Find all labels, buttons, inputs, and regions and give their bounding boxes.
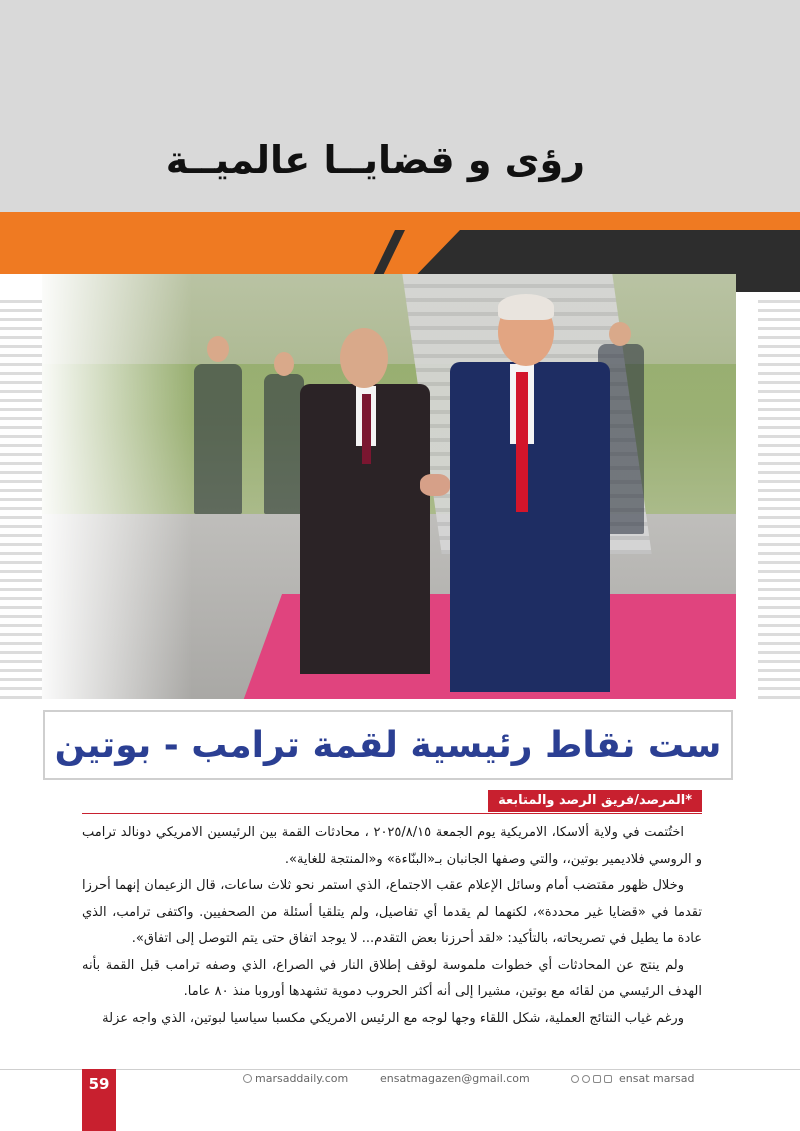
article-byline: *المرصد/فريق الرصد والمتابعة [488, 790, 702, 812]
article-headline: ست نقاط رئيسية لقمة ترامب - بوتين [54, 724, 722, 766]
article-paragraph: ولم ينتج عن المحادثات أي خطوات ملموسة لوقف إطلاق النار في الصراع، الذي وصفه ترامب قبل القمة بأنه الهدف الرئيسي من لقائه مع بوتين، مشيرا إلى أنه أكثر الحروب دموية تشهدها أوروبا منذ ٨٠ عاما. [82, 957, 702, 999]
photo-putin-tie [362, 394, 371, 464]
right-stripe-decoration [758, 300, 800, 700]
footer-email[interactable] [380, 1072, 530, 1085]
photo-background-head [207, 336, 229, 362]
facebook-icon [571, 1075, 579, 1083]
footer-social[interactable] [571, 1072, 694, 1085]
youtube-icon [604, 1075, 612, 1083]
photo-trump-hair [498, 294, 554, 320]
page-number: 59 [82, 1069, 116, 1131]
article-body [82, 820, 702, 1032]
left-stripe-decoration [0, 300, 42, 700]
photo-background-person [194, 364, 242, 514]
section-title: رؤى و قضايــا عالميــة [165, 138, 585, 182]
photo-background-head [609, 322, 631, 346]
globe-icon [243, 1074, 252, 1083]
photo-left-fade [42, 274, 192, 699]
byline-underline [82, 813, 702, 814]
photo-handshake [420, 474, 450, 496]
photo-putin-head [340, 328, 388, 388]
social-handle-text: ensat marsad [619, 1072, 695, 1085]
footer-divider [0, 1069, 800, 1070]
article-paragraph: ورغم غياب النتائج العملية، شكل اللقاء وجها لوجه مع الرئيس الامريكي مكسبا سياسيا لبوتين، الذي واجه عزلة [102, 1010, 684, 1026]
photo-background-head [274, 352, 294, 376]
footer-website[interactable] [243, 1072, 348, 1085]
article-photo [42, 274, 736, 699]
instagram-icon [593, 1075, 601, 1083]
photo-trump-tie [516, 372, 528, 512]
website-text: marsaddaily.com [255, 1072, 349, 1085]
twitter-icon [582, 1075, 590, 1083]
email-text: ensatmagazen@gmail.com [380, 1072, 530, 1085]
photo-background-person [264, 374, 304, 514]
article-paragraph: اختُتمت في ولاية ألاسكا، الامريكية يوم الجمعة ٢٠٢٥/٨/١٥ ، محادثات القمة بين الرئيسين الامريكي دونالد ترامب و الروسي فلاديمير بوتين،، والتي وصفها الجانبان بـ«البنّاءة» و«المنتجة للغاية». [82, 825, 702, 867]
headline-box [43, 710, 733, 780]
article-paragraph: وخلال ظهور مقتضب أمام وسائل الإعلام عقب الاجتماع، الذي استمر نحو ثلاث ساعات، قال الزعيمان إنهما أحرزا تقدما في «قضايا غير محددة»، لكنهما لم يقدما أي تفاصيل، ولم يتلقيا أسئلة من الصحفيين. واكتفى ترامب، الذي عادة ما يطيل في تصريحاته، بالتأكيد: «لقد أحرزنا بعض التقدم... لا يوجد اتفاق حتى يتم التوصل إلى اتفاق». [82, 878, 702, 946]
